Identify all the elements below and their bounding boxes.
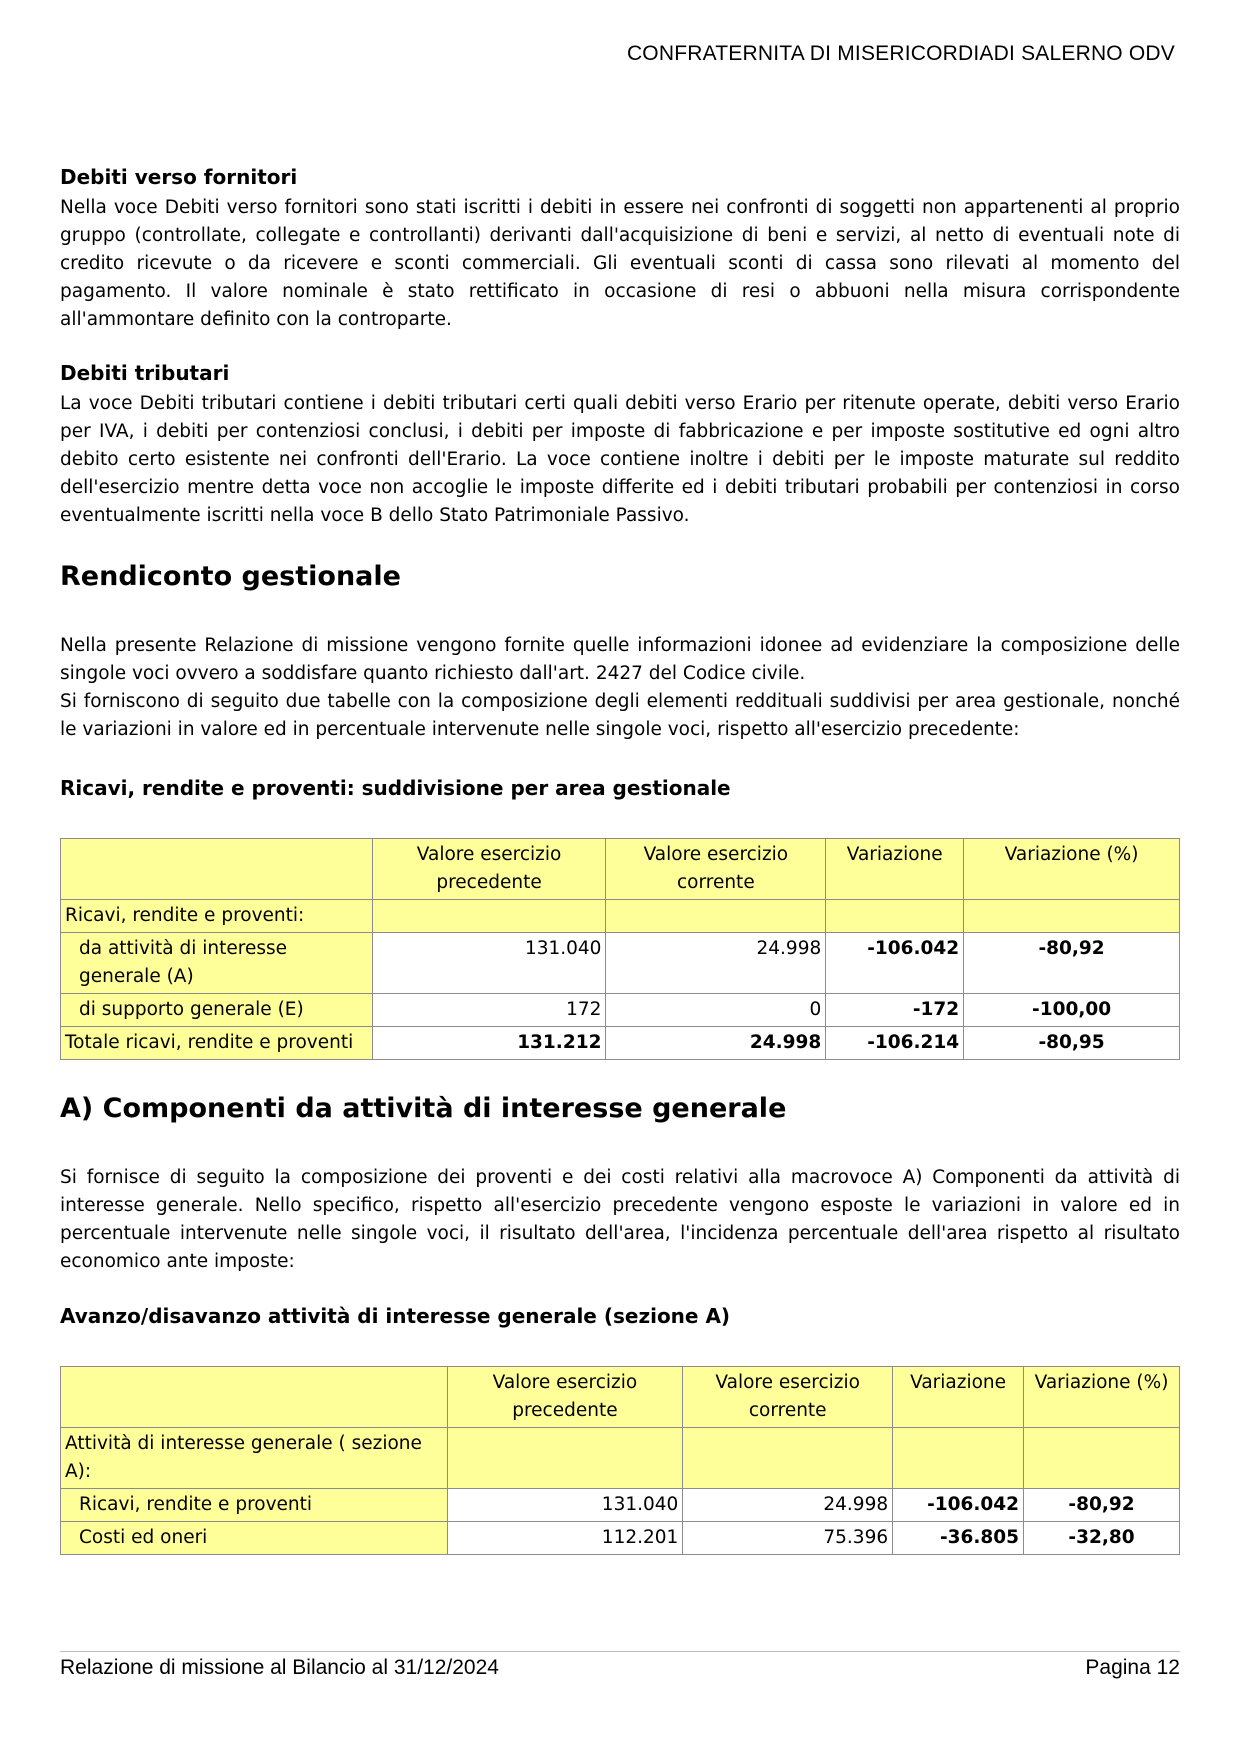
group-label: Attività di interesse generale ( sezione A): [61,1428,448,1489]
row-label: da attività di interesse generale (A) [61,933,373,994]
table-total-row [61,1027,1180,1060]
total-var: -106.214 [826,1027,964,1060]
total-prev: 131.212 [372,1027,606,1060]
cell-var: -106.042 [893,1489,1024,1522]
cell-pct: -80,92 [964,933,1180,994]
table-group-row [61,1428,1180,1489]
avanzo-table [60,1366,1180,1555]
footer-title: Relazione di missione al Bilancio al 31/12/2024 [60,1656,499,1679]
section-title: Debiti verso fornitori [60,165,298,189]
page-content [60,164,1180,1555]
cell-var: -172 [826,994,964,1027]
cell-pct: -80,92 [1024,1489,1180,1522]
header-var: Variazione [826,839,964,900]
table-group-row [61,900,1180,933]
cell-prev: 131.040 [447,1489,683,1522]
header-prev: Valore esercizio precedente [372,839,606,900]
section-debiti-tributari [60,360,1180,530]
cell-prev: 172 [372,994,606,1027]
cell-curr: 24.998 [683,1489,893,1522]
table-header-row [61,839,1180,900]
header-prev: Valore esercizio precedente [447,1367,683,1428]
table-row [61,933,1180,994]
section-title: Debiti tributari [60,361,230,385]
header-pct: Variazione (%) [1024,1367,1180,1428]
cell-var: -106.042 [826,933,964,994]
ricavi-table [60,838,1180,1060]
table-row [61,1489,1180,1522]
group-label: Ricavi, rendite e proventi: [61,900,373,933]
ricavi-table-title: Ricavi, rendite e proventi: suddivisione per area gestionale [60,776,731,800]
header-curr: Valore esercizio corrente [606,839,826,900]
cell-curr: 75.396 [683,1522,893,1555]
cell-curr: 24.998 [606,933,826,994]
total-pct: -80,95 [964,1027,1180,1060]
section-text: Nella voce Debiti verso fornitori sono stati iscritti i debiti in essere nei confronti di soggetti non appartenenti al proprio gruppo (controllate, collegate e controllanti) derivanti dall'acquisizione di beni e servizi, al netto di eventuali note di credito ricevute o da ricevere e sconti commerciali. Gli eventuali sconti di cassa sono rilevati al momento del pagamento. Il valore nominale è stato rettificato in occasione di resi o abbuoni nella misura corrispondente all'ammontare definito con la controparte. [60,197,1180,330]
heading-componenti: A) Componenti da attività di interesse generale [60,1093,787,1124]
row-label: Costi ed oneri [61,1522,448,1555]
header-pct: Variazione (%) [964,839,1180,900]
table-row [61,1522,1180,1555]
section-debiti-fornitori [60,164,1180,334]
cell-curr: 0 [606,994,826,1027]
table-header-row [61,1367,1180,1428]
cell-prev: 131.040 [372,933,606,994]
cell-prev: 112.201 [447,1522,683,1555]
rendiconto-text-2: Si forniscono di seguito due tabelle con la composizione degli elementi reddituali suddivisi per area gestionale, nonché le variazioni in valore ed in percentuale intervenute nelle singole voci, rispetto all'esercizio precedente: [60,691,1180,740]
rendiconto-text-1: Nella presente Relazione di missione vengono fornite quelle informazioni idonee ad evidenziare la composizione delle singole voci ovvero a soddisfare quanto richiesto dall'art. 2427 del Codice civile. [60,635,1180,684]
page-header: CONFRATERNITA DI MISERICORDIADI SALERNO ODV [626,42,1175,65]
table-row [61,994,1180,1027]
row-label: Ricavi, rendite e proventi [61,1489,448,1522]
total-curr: 24.998 [606,1027,826,1060]
avanzo-table-title: Avanzo/disavanzo attività di interesse generale (sezione A) [60,1304,731,1328]
total-label: Totale ricavi, rendite e proventi [61,1027,373,1060]
cell-pct: -32,80 [1024,1522,1180,1555]
heading-rendiconto: Rendiconto gestionale [60,561,401,592]
page-number: Pagina 12 [1085,1656,1180,1679]
page-footer [60,1651,1180,1680]
row-label: di supporto generale (E) [61,994,373,1027]
header-var: Variazione [893,1367,1024,1428]
header-curr: Valore esercizio corrente [683,1367,893,1428]
cell-var: -36.805 [893,1522,1024,1555]
cell-pct: -100,00 [964,994,1180,1027]
componenti-text: Si fornisce di seguito la composizione dei proventi e dei costi relativi alla macrovoce A) Componenti da attività di interesse generale. Nello specifico, rispetto all'esercizio precedente vengono esposte le variazioni in valore ed in percentuale intervenute nelle singole voci, il risultato dell'area, l'incidenza percentuale dell'area rispetto al risultato economico ante imposte: [60,1167,1180,1272]
section-text: La voce Debiti tributari contiene i debiti tributari certi quali debiti verso Erario per ritenute operate, debiti verso Erario per IVA, i debiti per contenziosi conclusi, i debiti per imposte di fabbricazione e per imposte sostitutive ed ogni altro debito certo esistente nei confronti dell'Erario. La voce contiene inoltre i debiti per le imposte maturate sul reddito dell'esercizio mentre detta voce non accoglie le imposte differite ed i debiti tributari probabili per contenziosi in corso eventualmente iscritti nella voce B dello Stato Patrimoniale Passivo. [60,393,1180,526]
